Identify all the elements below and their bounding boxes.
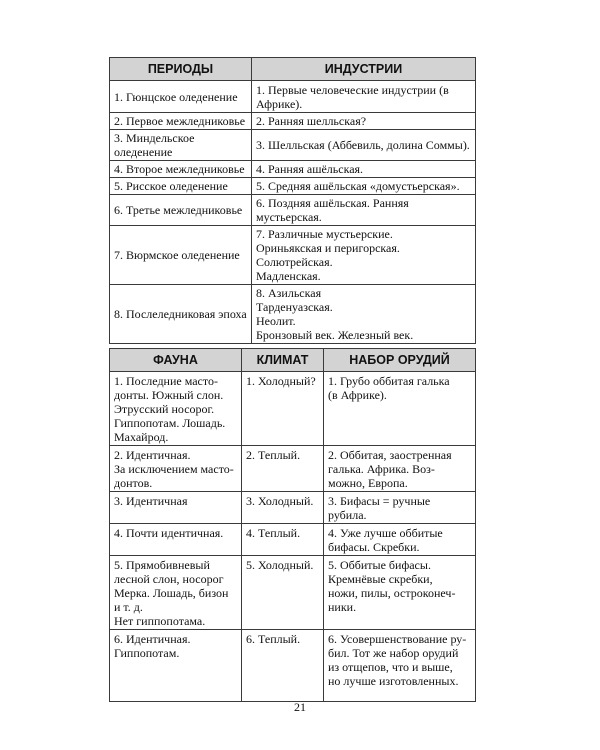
period-cell: 1. Гюнцское оледенение [110, 81, 252, 113]
period-cell: 4. Второе межледниковье [110, 161, 252, 178]
table-row [110, 556, 476, 630]
industry-cell: 4. Ранняя ашёльская. [252, 161, 476, 178]
tools-cell: 4. Уже лучше оббитые бифасы. Скребки. [324, 524, 476, 556]
industry-cell: 8. Азильская Тарденуазская. Неолит. Бронзовый век. Железный век. [252, 285, 476, 344]
period-cell: 7. Вюрмское оледенение [110, 226, 252, 285]
fauna-cell: 1. Последние масто- донты. Южный слон. Этрусский носорог. Гиппопотам. Лошадь. Махайрод. [110, 372, 242, 446]
tools-cell: 6. Усовершенствование ру- бил. Тот же набор орудий из отщепов, что и выше, но лучше изготовленных. [324, 630, 476, 702]
period-cell: 8. Послеледниковая эпоха [110, 285, 252, 344]
table-row [110, 161, 476, 178]
fauna-cell: 2. Идентичная. За исключением масто- донтов. [110, 446, 242, 492]
climate-cell: 2. Теплый. [242, 446, 324, 492]
periods-industries-table [109, 57, 476, 344]
fauna-climate-tools-table [109, 348, 476, 702]
tools-cell: 2. Оббитая, заостренная галька. Африка. Воз- можно, Европа. [324, 446, 476, 492]
industry-cell: 3. Шелльская (Аббевиль, долина Соммы). [252, 130, 476, 161]
page-number: 21 [294, 700, 306, 714]
header-fauna: ФАУНА [110, 349, 242, 372]
table-row [110, 524, 476, 556]
industry-cell: 1. Первые человеческие индустрии (в Африке). [252, 81, 476, 113]
table-row [110, 492, 476, 524]
table-row [110, 446, 476, 492]
industry-cell: 6. Поздняя ашёльская. Ранняя мустьерская. [252, 195, 476, 226]
climate-cell: 4. Теплый. [242, 524, 324, 556]
fauna-cell: 3. Идентичная [110, 492, 242, 524]
period-cell: 5. Рисское оледенение [110, 178, 252, 195]
period-cell: 2. Первое межледниковье [110, 113, 252, 130]
climate-cell: 3. Холодный. [242, 492, 324, 524]
table-row [110, 285, 476, 344]
table-row [110, 372, 476, 446]
table-row [110, 81, 476, 113]
header-industries: ИНДУСТРИИ [252, 58, 476, 81]
fauna-cell: 6. Идентичная. Гиппопотам. [110, 630, 242, 702]
table-header-row [110, 58, 476, 81]
table-header-row [110, 349, 476, 372]
industry-cell: 5. Средняя ашёльская «домустьерская». [252, 178, 476, 195]
table-row [110, 195, 476, 226]
fauna-cell: 5. Прямобивневый лесной слон, носорог Мерка. Лошадь, бизон и т. д. Нет гиппопотама. [110, 556, 242, 630]
period-cell: 3. Миндельское оледенение [110, 130, 252, 161]
industry-cell: 2. Ранняя шелльская? [252, 113, 476, 130]
tools-cell: 3. Бифасы = ручные рубила. [324, 492, 476, 524]
climate-cell: 1. Холодный? [242, 372, 324, 446]
fauna-cell: 4. Почти идентичная. [110, 524, 242, 556]
header-climate: КЛИМАТ [242, 349, 324, 372]
table-row [110, 130, 476, 161]
tools-cell: 5. Оббитые бифасы. Кремнёвые скребки, ножи, пилы, остроконеч- ники. [324, 556, 476, 630]
header-periods: ПЕРИОДЫ [110, 58, 252, 81]
table-row [110, 178, 476, 195]
climate-cell: 5. Холодный. [242, 556, 324, 630]
period-cell: 6. Третье межледниковье [110, 195, 252, 226]
climate-cell: 6. Теплый. [242, 630, 324, 702]
table-row [110, 630, 476, 702]
header-tools: НАБОР ОРУДИЙ [324, 349, 476, 372]
industry-cell: 7. Различные мустьерские. Ориньякская и перигорская. Солютрейская. Мадленская. [252, 226, 476, 285]
tools-cell: 1. Грубо оббитая галька (в Африке). [324, 372, 476, 446]
table-row [110, 226, 476, 285]
table-row [110, 113, 476, 130]
